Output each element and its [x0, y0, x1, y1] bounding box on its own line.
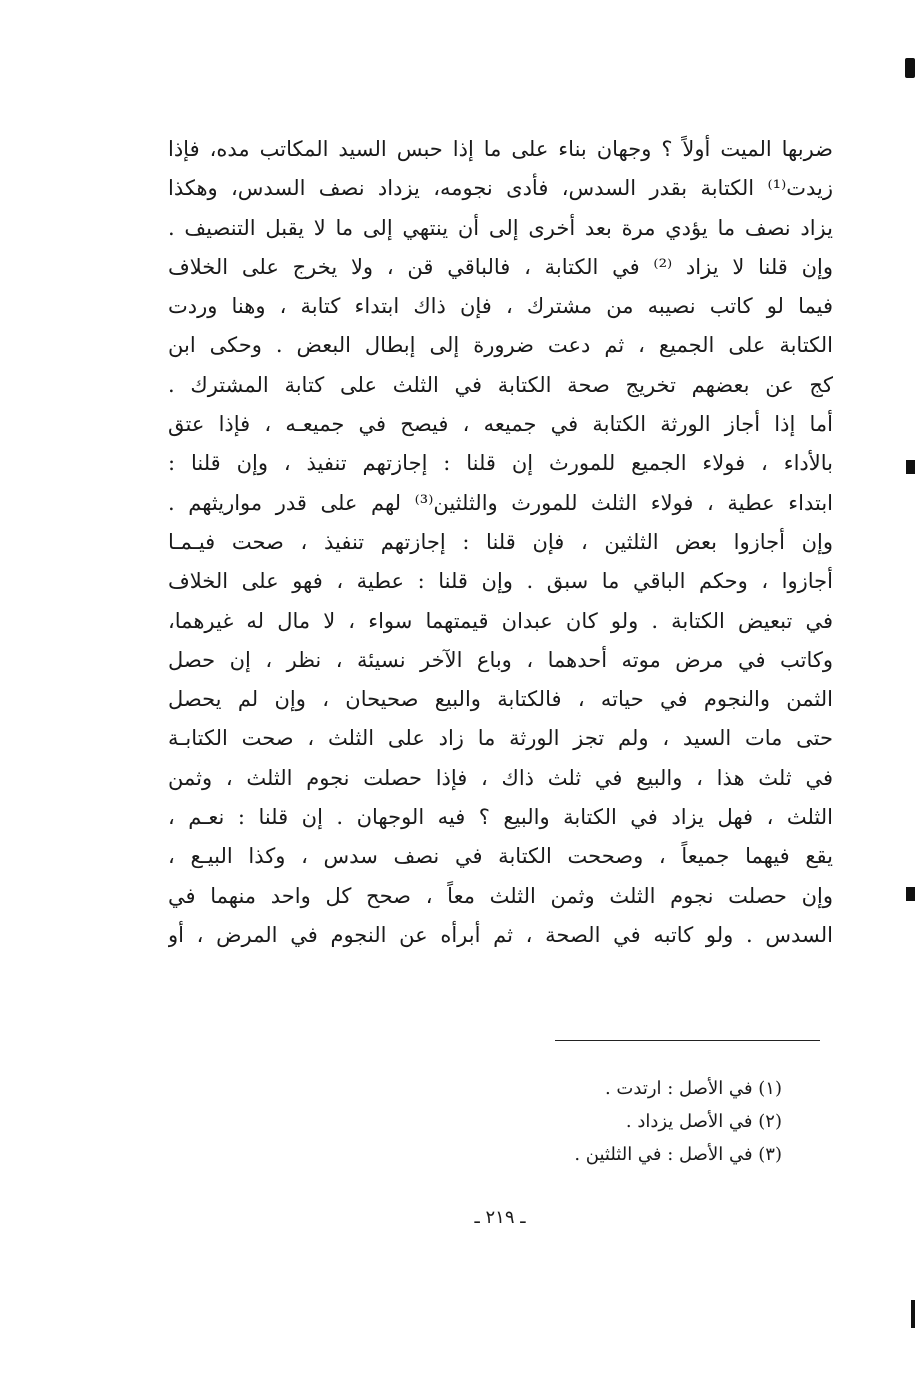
text-line: وإن أجازوا بعض الثلثين ، فإن قلنا : إجازتهم تنفيذ ، صحت فيـمـا: [168, 529, 833, 554]
scan-edge-mark: [906, 887, 915, 901]
text-line: وكاتب في مرض موته أحدهما ، وباع الآخر نسيئة ، نظر ، إن حصل: [168, 647, 833, 672]
text-line: الثلث ، فهل يزاد في الكتابة والبيع ؟ فيه الوجهان . إن قلنا : نعـم ،: [168, 805, 833, 830]
main-text: [168, 130, 833, 955]
text-line: الكتابة على الجميع ، ثم دعت ضرورة إلى إبطال البعض . وحكى ابن: [168, 333, 833, 358]
text-line: بالأداء ، فولاء الجميع للمورث إن قلنا : إجازتهم تنفيذ ، وإن قلنا :: [168, 451, 833, 476]
text-line: فيما لو كاتب نصيبه من مشترك ، فإن ذاك ابتداء كتابة ، وهنا وردت: [168, 294, 833, 319]
scan-edge-mark: [906, 460, 915, 474]
text-line: أما إذا أجاز الورثة الكتابة في جميعه ، فيصح في جميعـه ، فإذا عتق: [168, 412, 833, 437]
text-line: يقع فيهما جميعاً ، وصححت الكتابة في نصف سدس ، وكذا البيـع ،: [168, 844, 833, 869]
text-line: السدس . ولو كاتبه في الصحة ، ثم أبرأه عن النجوم في المرض ، أو: [168, 922, 833, 947]
text-line: الثمن والنجوم في حياته ، فالكتابة والبيع صحيحان ، وإن لم يحصل: [168, 687, 833, 712]
text-line: زيدت⁽¹⁾ الكتابة بقدر السدس، فأدى نجومه، يزداد نصف السدس، وهكذا: [168, 176, 833, 201]
scan-edge-mark: [905, 58, 915, 78]
page-number: ـ ٢١٩ ـ: [474, 1207, 526, 1228]
text-line: وإن قلنا لا يزاد ⁽²⁾ في الكتابة ، فالباقي قن ، ولا يخرج على الخلاف: [168, 254, 833, 279]
text-line: كج عن بعضهم تخريج صحة الكتابة في الثلث على كتابة المشترك .: [168, 372, 833, 397]
text-line: في ثلث هذا ، والبيع في ثلث ذاك ، فإذا حصلت نجوم الثلث ، وثمن: [168, 765, 833, 790]
footnotes: [480, 1072, 782, 1171]
text-line: ضربها الميت أولاً ؟ وجهان بناء على ما إذا حبس السيد المكاتب مده، فإذا: [168, 137, 833, 161]
footnote-separator: [555, 1040, 820, 1041]
footnote: (٣) في الأصل : في الثلثين .: [574, 1144, 782, 1165]
text-line: يزاد نصف ما يؤدي مرة بعد أخرى إلى أن ينتهي إلى ما لا يقبل التنصيف .: [168, 215, 833, 240]
text-line: وإن حصلت نجوم الثلث وثمن الثلث معاً ، صحح كل واحد منهما في: [168, 883, 833, 908]
text-line: في تبعيض الكتابة . ولو كان عبدان قيمتهما سواء ، لا مال له غيرهما،: [168, 608, 833, 633]
text-line: أجازوا ، وحكم الباقي ما سبق . وإن قلنا : عطية ، فهو على الخلاف: [168, 569, 833, 594]
scan-edge-mark: [911, 1300, 915, 1328]
text-line: حتى مات السيد ، ولم تجز الورثة ما زاد على الثلث ، صحت الكتابـة: [168, 726, 833, 751]
footnote: (١) في الأصل : ارتدت .: [604, 1078, 782, 1099]
text-line: ابتداء عطية ، فولاء الثلث للمورث والثلثين⁽³⁾ لهم على قدر مواريثهم .: [168, 490, 833, 515]
footnote: (٢) في الأصل يزداد .: [625, 1111, 782, 1132]
